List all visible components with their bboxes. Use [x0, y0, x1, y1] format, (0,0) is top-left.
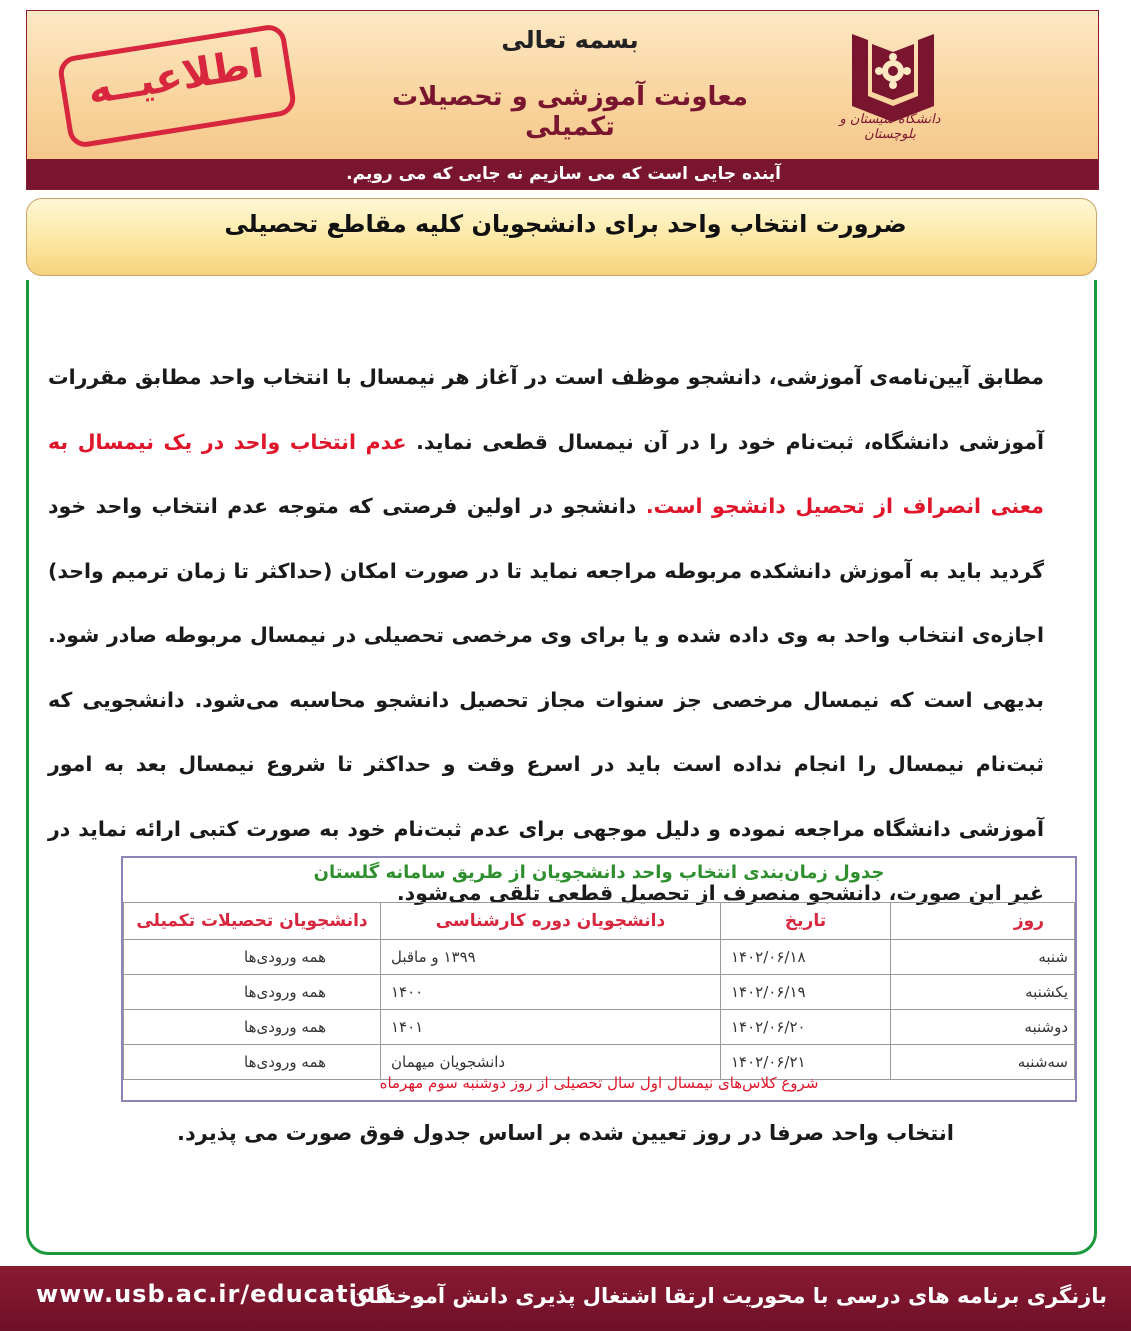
footer-slogan: بازنگری برنامه های درسی با محوریت ارتقا اشتغال پذیری دانش آموختگان [350, 1284, 1107, 1308]
body-text-part1: مطابق آیین‌نامه‌ی آموزشی، دانشجو موظف است در آغاز هر نیمسال با انتخاب واحد مطابق مقررات آموزشی دانشگاه، ثبت‌نام خود را در آن نیمسال قطعی نماید. [48, 365, 1044, 454]
header-graduate: دانشجویان تحصیلات تکمیلی [124, 903, 381, 940]
footnote: انتخاب واحد صرفا در روز تعیین شده بر اساس جدول فوق صورت می پذیرد. [177, 1121, 954, 1145]
department-title: معاونت آموزشی و تحصیلات تکمیلی [391, 82, 749, 142]
header-date: تاریخ [721, 903, 891, 940]
cell-date: ۱۴۰۲/۰۶/۲۰ [721, 1010, 891, 1045]
logo-caption: دانشگاه سیستان و بلوچستان [839, 112, 941, 142]
cell-graduate: همه ورودی‌ها [124, 1010, 381, 1045]
body-text-part2: دانشجو در اولین فرصتی که متوجه عدم انتخاب واحد خود گردید باید به آموزش دانشکده مربوطه مراجعه نماید تا در صورت امکان (حداکثر تا زمان ترمیم واحد) اجازه‌ی انتخاب واحد به وی داده شده و یا برای وی مرخصی تحصیلی در نیمسال مربوطه صادر شود. بدیهی است که نیمسال مرخصی جز سنوات مجاز تحصیل دانشجو محاسبه می‌شود. دانشجویی که ثبت‌نام نیمسال را انجام نداده است باید در اسرع وقت و حداکثر تا شروع نیمسال بعد به امور آموزشی دانشگاه مراجعه نموده و دلیل موجهی برای عدم ثبت‌نام خود به صورت کتبی ارائه نماید در غیر این صورت، دانشجو منصرف از تحصیل قطعی تلقی می‌شود. [48, 494, 1044, 905]
table-row [124, 940, 1075, 975]
table-row [124, 975, 1075, 1010]
table-header-row [124, 903, 1075, 940]
cell-day: سه‌شنبه [891, 1045, 1075, 1080]
cell-date: ۱۴۰۲/۰۶/۲۱ [721, 1045, 891, 1080]
announcement-body [48, 345, 1044, 926]
schedule-note: شروع کلاس‌های نیمسال اول سال تحصیلی از روز دوشنبه سوم مهرماه [379, 1074, 819, 1092]
cell-day: دوشنبه [891, 1010, 1075, 1045]
cell-undergrad: دانشجویان میهمان [381, 1045, 721, 1080]
cell-day: یکشنبه [891, 975, 1075, 1010]
cell-undergrad: ۱۳۹۹ و ماقبل [381, 940, 721, 975]
announcement-title: ضرورت انتخاب واحد برای دانشجویان کلیه مقاطع تحصیلی [224, 210, 907, 238]
cell-undergrad: ۱۴۰۱ [381, 1010, 721, 1045]
header-day: روز [891, 903, 1075, 940]
cell-graduate: همه ورودی‌ها [124, 940, 381, 975]
schedule-grid [123, 902, 1075, 1080]
footer-url[interactable]: www.usb.ac.ir/education [36, 1280, 394, 1308]
cell-day: شنبه [891, 940, 1075, 975]
motto: آینده جایی است که می سازیم نه جایی که می رویم. [346, 164, 781, 184]
cell-graduate: همه ورودی‌ها [124, 975, 381, 1010]
body-highlight: عدم انتخاب واحد در یک نیمسال به معنی انصراف از تحصیل دانشجو است. [48, 429, 1044, 518]
table-row [124, 1010, 1075, 1045]
header-undergrad: دانشجویان دوره کارشناسی [381, 903, 721, 940]
schedule-table [121, 856, 1077, 1102]
cell-date: ۱۴۰۲/۰۶/۱۸ [721, 940, 891, 975]
cell-undergrad: ۱۴۰۰ [381, 975, 721, 1010]
cell-graduate: همه ورودی‌ها [124, 1045, 381, 1080]
cell-date: ۱۴۰۲/۰۶/۱۹ [721, 975, 891, 1010]
schedule-title: جدول زمان‌بندی انتخاب واحد دانشجویان از طریق سامانه گلستان [313, 862, 885, 883]
basmala: بسمه تعالی [501, 26, 639, 54]
stamp-text: اطلاعیــه [84, 40, 267, 114]
